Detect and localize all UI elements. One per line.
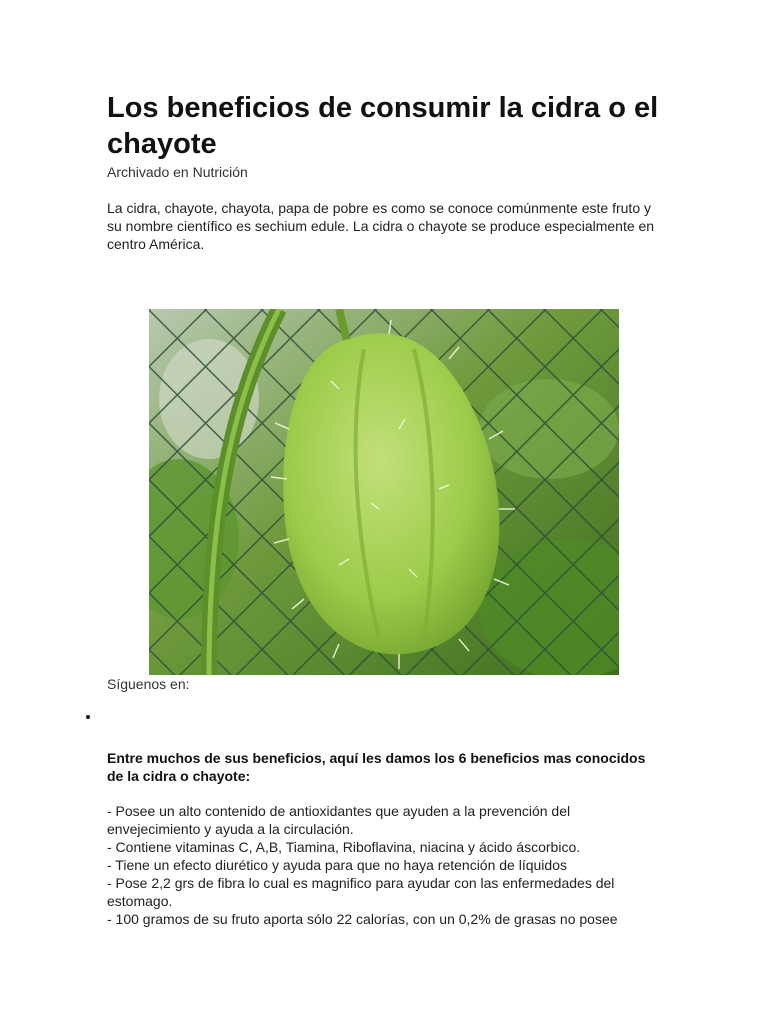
intro-paragraph: La cidra, chayote, chayota, papa de pobre es como se conoce comúnmente este fruto y su nombre científico es sechium edule. La cidra o chayote se produce especialmente en centro América.: [107, 200, 655, 252]
list-item: - Tiene un efecto diurético y ayuda para que no haya retención de líquidos: [107, 857, 567, 873]
list-item: - Contiene vitaminas C, A,B, Tiamina, Riboflavina, niacina y ácido áscorbico.: [107, 839, 581, 855]
article-title: Los beneficios de consumir la cidra o el chayote: [107, 92, 659, 160]
list-item: - 100 gramos de su fruto aporta sólo 22 calorías, con un 0,2% de grasas no posee: [107, 911, 618, 927]
list-item: - Pose 2,2 grs de fibra lo cual es magnifico para ayudar con las enfermedades del estomago.: [107, 875, 615, 909]
benefits-heading: Entre muchos de sus beneficios, aquí les damos los 6 beneficios mas conocidos de la cidra o chayote:: [107, 750, 646, 784]
social-links-list: [61, 708, 101, 726]
archived-category: Archivado en Nutrición: [107, 164, 248, 180]
chayote-photo: [149, 309, 619, 675]
list-item: - Posee un alto contenido de antioxidantes que ayuden a la prevención del envejecimiento y ayuda a la circulación.: [107, 803, 571, 837]
follow-us-label: Síguenos en:: [107, 676, 190, 692]
benefits-list: [107, 802, 662, 928]
chayote-illustration: [149, 309, 619, 675]
